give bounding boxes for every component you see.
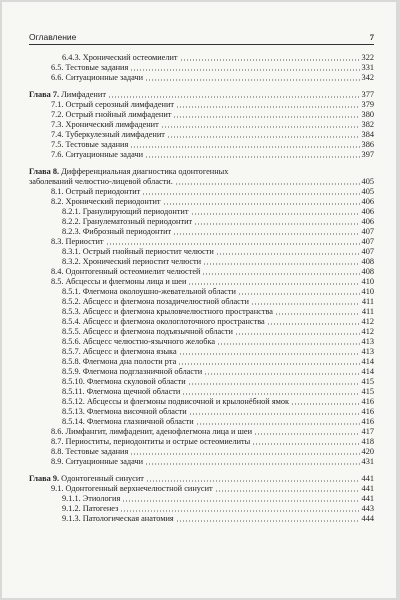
dot-leader [130,453,359,455]
toc-entry-title [51,267,200,277]
toc-gap [29,83,374,90]
toc-entry-title [51,140,128,150]
dot-leader [252,443,359,445]
entry-label: 8.4. Одонтогенный остеомиелит челюстей [51,267,201,276]
toc-entry-title [62,247,214,257]
toc-entry-title [29,177,173,187]
dot-leader [142,193,359,195]
dot-leader [254,433,360,435]
dot-leader [204,373,359,375]
toc-entry[interactable] [29,247,374,257]
entry-label: 8.5. Абсцессы и флегмоны лица и шеи [51,277,187,286]
dot-leader [167,136,360,138]
toc-entry[interactable] [29,150,374,160]
dot-leader [194,223,359,225]
toc-entry[interactable] [29,237,374,247]
toc-entry-title [62,327,233,337]
entry-label: 8.5.2. Абсцесс и флегмона позадичелюстной области [62,297,249,306]
dot-leader [146,480,360,482]
toc-page-number: 407 [361,247,374,256]
toc-entry-title [62,317,265,327]
toc-entry[interactable] [29,417,374,427]
toc-page-number: 384 [361,130,374,139]
toc-entry-title [62,347,177,357]
dot-leader [145,463,359,465]
toc-page-number: 380 [361,110,374,119]
entry-label: Лимфаденит [59,90,106,99]
dot-leader [202,273,359,275]
toc-entry-title [62,227,171,237]
toc-page-number: 416 [361,407,374,416]
toc-page-number: 386 [361,140,374,149]
toc-chapter-entry[interactable] [29,90,374,100]
dot-leader [176,106,360,108]
dot-leader [175,183,360,185]
toc-page-number: 417 [361,427,374,436]
dot-leader [275,313,360,315]
toc-page-number: 411 [361,297,374,306]
toc-entry-title [29,90,106,100]
toc-entry[interactable] [29,187,374,197]
entry-label: 8.6. Лимфангит, лимфаденит, аденофлегмона лица и шеи [51,427,253,436]
toc-page-number: 408 [361,267,374,276]
dot-leader [235,333,360,335]
toc-entry[interactable] [29,407,374,417]
toc-entry-title [51,110,171,120]
toc-entry-title [51,197,161,207]
toc-entry[interactable] [29,437,374,447]
entry-label: 6.6. Ситуационные задачи [51,73,144,82]
toc-page-number: 412 [361,317,374,326]
toc-page-number: 406 [361,207,374,216]
toc-entry[interactable] [29,73,374,83]
dot-leader [216,253,360,255]
toc-entry-title [51,427,252,437]
toc-entry[interactable] [29,357,374,367]
dot-leader [173,116,359,118]
toc-page-number: 412 [361,327,374,336]
entry-label: 8.2.1. Гранулирующий периодонтит [62,207,189,216]
toc-entry[interactable] [29,347,374,357]
dot-leader [145,156,359,158]
dot-leader [182,393,359,395]
dot-leader [191,213,360,215]
toc-chapter-entry[interactable] [29,167,374,177]
toc-entry-title [51,187,140,197]
toc-page-number: 418 [361,437,374,446]
entry-label: 8.9. Ситуационные задачи [51,457,144,466]
toc-entry-title [62,367,202,377]
toc-page-number: 405 [361,177,374,186]
entry-label: заболеваний челюстно-лицевой области. [29,177,173,186]
entry-label: 8.5.13. Флегмона височной области [62,407,187,416]
toc-page-number: 414 [361,357,374,366]
entry-label: 8.2.2. Гранулематозный периодонтит [62,217,193,226]
toc-entry-title [62,387,180,397]
toc-page-number: 410 [361,287,374,296]
toc-page-number: 414 [361,367,374,376]
toc-entry-title [62,307,273,317]
toc-entry[interactable] [29,514,374,524]
entry-label: 8.5.12. Абсцессы и флегмоны подвисочной и крылонёбной ямок [62,397,290,406]
toc-entry[interactable] [29,327,374,337]
toc-entry-title [51,457,143,467]
toc-entry-title [29,474,144,484]
dot-leader [188,283,359,285]
toc-page-number: 397 [361,150,374,159]
toc-page-number: 406 [361,217,374,226]
toc-entry-title [51,237,104,247]
toc-entry-title [62,217,192,227]
toc-page-number: 382 [361,120,374,129]
dot-leader [122,500,359,502]
dot-leader [176,520,360,522]
toc-entry[interactable] [29,377,374,387]
toc-page-number: 377 [361,90,374,99]
entry-label: 9.1.1. Этиология [62,494,121,503]
entry-label: 8.3.1. Острый гнойный периостит челюсти [62,247,214,256]
entry-label: 8.5.5. Абсцесс и флегмона подъязычной области [62,327,233,336]
toc-page-number: 379 [361,100,374,109]
toc-entry[interactable] [29,484,374,494]
chapter-label: Глава 7. [29,90,60,99]
toc-entry-title [62,337,215,347]
toc-entry[interactable] [29,267,374,277]
toc-entry[interactable] [29,120,374,130]
toc-entry[interactable] [29,367,374,377]
toc-page-number: 443 [361,504,374,513]
toc-entry[interactable] [29,140,374,150]
toc-entry-title [62,207,189,217]
book-page [2,2,396,598]
dot-leader [145,79,359,81]
toc-entry[interactable] [29,457,374,467]
chapter-label: Глава 8. [29,167,60,176]
toc-page-number: 406 [361,197,374,206]
dot-leader [106,243,360,245]
dot-leader [130,69,359,71]
toc-entry[interactable] [29,197,374,207]
toc-entry-title [62,504,118,514]
toc-gap [29,467,374,474]
toc-entry[interactable] [29,100,374,110]
toc-page-number: 416 [361,397,374,406]
dot-leader [267,323,360,325]
toc-page-number: 405 [361,187,374,196]
entry-label: 8.5.7. Абсцесс и флегмона языка [62,347,177,356]
dot-leader [173,233,359,235]
toc-page-number: 407 [361,227,374,236]
entry-label: 8.5.11. Флегмона щечной области [62,387,181,396]
entry-label: 7.1. Острый серозный лимфаденит [51,100,175,109]
dot-leader [188,383,360,385]
dot-leader [120,510,359,512]
toc-entry[interactable] [29,110,374,120]
toc-page-number: 413 [361,337,374,346]
dot-leader [217,343,359,345]
toc-entry[interactable] [29,307,374,317]
dot-leader [179,353,360,355]
page-number: 7 [369,32,374,42]
dot-leader [108,96,360,98]
entry-label: 8.7. Периоститы, периодонтиты и острые остеомиелиты [51,437,251,446]
entry-label: 7.6. Ситуационные задачи [51,150,144,159]
toc-entry[interactable] [29,63,374,73]
page-header [29,32,374,45]
dot-leader [130,146,359,148]
toc-entry-title [62,297,249,307]
toc-entry[interactable] [29,504,374,514]
toc-entry[interactable] [29,217,374,227]
toc-entry[interactable] [29,53,374,63]
dot-leader [215,490,360,492]
toc-entry[interactable] [29,397,374,407]
toc-entry[interactable] [29,447,374,457]
toc-entry-title [62,377,186,387]
entry-label: 8.5.8. Флегмона дна полости рта [62,357,177,366]
toc-entry-title [51,73,143,83]
toc-entry-title [62,53,178,63]
toc-page-number: 431 [361,457,374,466]
entry-label: 8.2. Хронический периодонтит [51,197,161,206]
entry-label: 8.5.4. Абсцесс и флегмона окологлоточного пространства [62,317,265,326]
entry-label: 6.4.3. Хронический остеомиелит [62,53,178,62]
entry-label: 8.5.9. Флегмона подглазничной области [62,367,203,376]
entry-label: 7.3. Хронический лимфаденит [51,120,159,129]
toc-page-number: 407 [361,237,374,246]
toc-entry-title [62,417,194,427]
toc-page-number: 420 [361,447,374,456]
chapter-label: Глава 9. [29,474,60,483]
entry-label: 8.3.2. Хронический периостит челюсти [62,257,202,266]
entry-label: Дифференциальная диагностика одонтогенных [59,167,229,176]
toc-entry-title [62,287,236,297]
toc-entry-title [51,484,213,494]
entry-label: 9.1.3. Патологическая анатомия [62,514,174,523]
toc-page-number: 415 [361,387,374,396]
entry-label: 8.5.3. Абсцесс и флегмона крыловчелюстного пространства [62,307,273,316]
toc-page-number: 441 [361,494,374,503]
toc-page-number: 441 [361,474,374,483]
toc-page-number: 415 [361,377,374,386]
toc-entry[interactable] [29,494,374,504]
entry-label: 7.2. Острый гнойный лимфаденит [51,110,172,119]
toc-gap [29,160,374,167]
toc-page-number: 441 [361,484,374,493]
toc-entry-title [51,447,128,457]
entry-label: 6.5. Тестовые задания [51,63,129,72]
toc-entry-title [51,120,159,130]
toc-entry-title [51,63,128,73]
dot-leader [161,126,360,128]
toc-entry-title [51,100,174,110]
dot-leader [196,423,360,425]
toc-page-number: 413 [361,347,374,356]
toc-chapter-entry[interactable] [29,177,374,187]
entry-label: 8.5.14. Флегмона глазничной области [62,417,194,426]
dot-leader [189,413,360,415]
entry-label: 7.5. Тестовые задания [51,140,129,149]
toc-page-number: 444 [361,514,374,523]
toc-entry-title [62,397,289,407]
toc-entry-title [62,357,176,367]
entry-label: 9.1. Одонтогенный верхнечелюстной синусит [51,484,213,493]
entry-label: 8.5.1. Флегмона околоушно-жевательной области [62,287,236,296]
entry-label: 8.1. Острый периодонтит [51,187,141,196]
toc-entry[interactable] [29,317,374,327]
entry-label: 8.5.10. Флегмона скуловой области [62,377,186,386]
toc-page-number: 410 [361,277,374,286]
toc-entry[interactable] [29,297,374,307]
toc-page-number: 411 [361,307,374,316]
toc-entry[interactable] [29,427,374,437]
entry-label: 8.8. Тестовые задания [51,447,129,456]
dot-leader [291,403,359,405]
entry-label: 7.4. Туберкулезный лимфаденит [51,130,165,139]
table-of-contents [29,53,374,524]
toc-entry[interactable] [29,337,374,347]
toc-entry[interactable] [29,287,374,297]
dot-leader [251,303,360,305]
running-title: Оглавление [29,32,77,42]
dot-leader [203,263,359,265]
toc-entry[interactable] [29,257,374,267]
entry-label: 8.3. Периостит [51,237,104,246]
toc-entry[interactable] [29,387,374,397]
dot-leader [178,363,359,365]
toc-entry-title [29,167,228,177]
toc-entry[interactable] [29,130,374,140]
dot-leader [180,59,360,61]
toc-page-number: 331 [361,63,374,72]
toc-entry[interactable] [29,277,374,287]
entry-label: 8.2.3. Фиброзный периодонтит [62,227,172,236]
toc-entry-title [62,514,174,524]
toc-chapter-entry[interactable] [29,474,374,484]
toc-entry-title [51,437,250,447]
toc-entry-title [51,277,186,287]
toc-entry[interactable] [29,207,374,217]
toc-entry-title [62,494,120,504]
toc-entry[interactable] [29,227,374,237]
toc-page-number: 322 [361,53,374,62]
toc-page-number: 416 [361,417,374,426]
toc-page-number: 342 [361,73,374,82]
toc-entry-title [51,150,143,160]
toc-page-number: 408 [361,257,374,266]
toc-entry-title [51,130,165,140]
entry-label: 9.1.2. Патогенез [62,504,119,513]
toc-entry-title [62,407,187,417]
dot-leader [238,293,360,295]
entry-label: 8.5.6. Абсцесс челюстно-язычного желобка [62,337,216,346]
dot-leader [163,203,360,205]
toc-entry-title [62,257,201,267]
entry-label: Одонтогенный синусит [59,474,144,483]
